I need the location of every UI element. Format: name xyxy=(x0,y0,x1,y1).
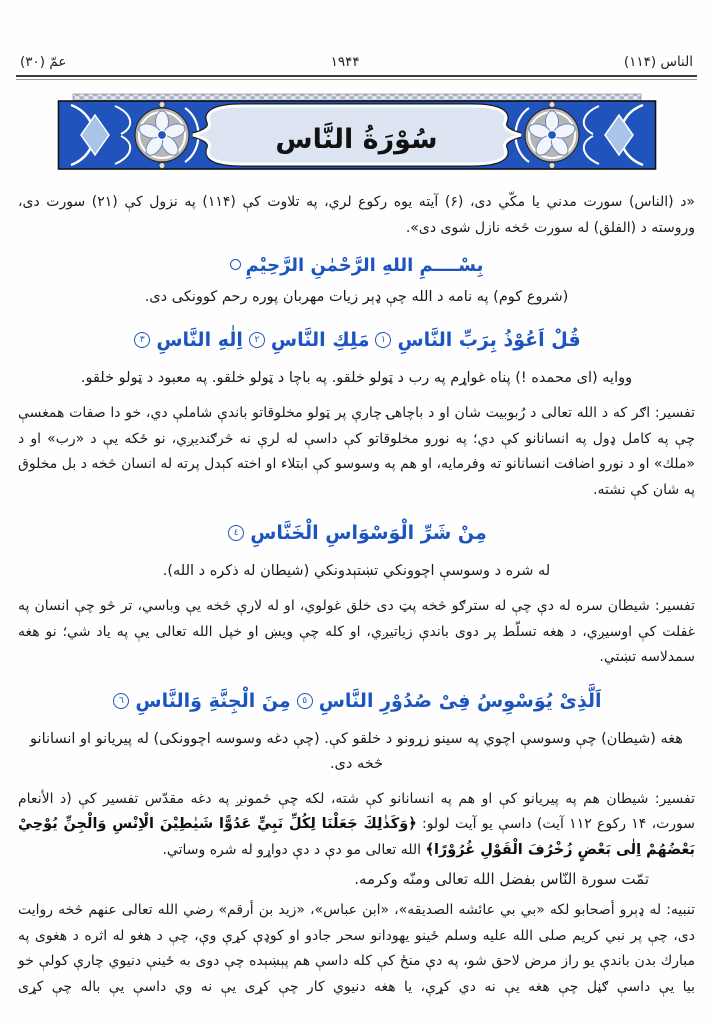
surah-completion-note: تمّت سورة النّاس بفضل الله تعالى ومنّه وكرمه. xyxy=(354,870,649,888)
ayah-text: اِلٰهِ النَّاسِ xyxy=(156,329,243,351)
tafsir-paragraph-2: تفسير: شيطان سره له دې چې له سترګو څخه پټ دى خلق غولوي، او له لارې څخه يې وباسي، تر څو چې انسان په غفلت كې اوسيږي، د هغه تسلّط پر دوى باندې زياتيږي، او كله چې ويښ او خپل الله تعالى يې په ياد شي؛ نو هغه سمدلاسه تښتي. xyxy=(18,598,695,665)
tafsir-paragraph-1: تفسير: اګر كه د الله تعالى د رُبوبيت شان او د باچاهۍ چارې پر ټولو مخلوقاتو باندې شاملې دي، خو دا صفات همغسې چې په كامل ډول په انسانانو كې دي؛ په نورو مخلوقاتو كې داسې له لرې نه څرګنديږي، نو ځكه يې د «رب» او د «ملك» او د نورو اضافت انسانانو ته وفرمايه، او هم په وسوسو كې ابتلاء او اخته كېدل پرته له انسان څخه د بل مخلوق په شان كې نشته. xyxy=(18,405,695,498)
ayah-text: قُلْ اَعُوْذُ بِرَبِّ النَّاسِ xyxy=(397,329,581,351)
ayah-number-marker: ٢ xyxy=(249,332,265,348)
surah-intro-note: «د (الناس) سورت مدني يا مكّي دى، (۶) آيته يوه ركوع لري، په تلاوت كې (۱۱۴) په نزول كې (۲۱) سورت دى، وروسته د (الفلق) له سورت څخه نازل شوى دى». xyxy=(18,194,695,236)
verse-2-translation: له شره د وسوسې اچوونكي تښتېدونكي (شيطان له ذكره د الله). xyxy=(162,563,551,579)
ayah-end-circle-icon xyxy=(230,259,241,270)
verse-1-translation: ووايه (اى محمده !) پناه غواړم په رب د ټولو خلقو. په باچا د ټولو خلقو. په معبود د ټولو خلقو. xyxy=(80,370,633,386)
ayah-number-marker: ٤ xyxy=(228,525,244,541)
bismillah-line xyxy=(16,255,697,276)
verse-line-1 xyxy=(16,323,697,357)
bismillah-translation: (شروع كوم) په نامه د الله چې ډېر زيات مهربان پوره رحم كوونكى دى. xyxy=(144,289,569,305)
ayah-text: مِنْ شَرِّ الْوَسْوَاسِ الْخَنَّاسِ xyxy=(250,522,487,544)
bismillah-text: بِسْــــمِ اللهِ الرَّحْمٰنِ الرَّحِيْمِ xyxy=(245,255,484,276)
tanbih-paragraph: تنبيه: له ډېرو أصحابو لكه «بي بي عائشه الصديقه»، «ابن عباس»، «زيد بن أرقم» رضي الله تعالى عنهم څخه روايت دى، چې پر نبي كريم صلى الله عليه وسلم ځينو يهودانو سحر جادو او كوډې كړې وې، چې د هغو له اثره د هغوى په مبارك بدن باندې يو راز مرض لاحق شو، په دې منځ كې كله داسې هم پېښېده چې دوى به ځينې دنيوي چارې كولې خو بيا يې داسې ګڼل چې هغه يې نه دي كړې، يا هغه دنيوي كار چې كړى يې نه وي داسې يې باله چې كړى xyxy=(18,902,695,995)
quran-quote: ﴿وَكَذٰلِكَ جَعَلْنَا لِكُلِّ نَبِيٍّ عَدُوًّا شَيٰطِيْنَ الْاِنْسِ وَالْجِنِّ يُوْحِيْ بَعْضُهُمْ اِلٰى بَعْضٍ زُخْرُفَ الْقَوْلِ غُرُوْرًا﴾ xyxy=(18,816,695,858)
surah-title: سُوْرَةُ النَّاس xyxy=(275,123,438,155)
page-header xyxy=(16,0,697,70)
ayah-text: مِنَ الْجِنَّةِ وَالنَّاسِ xyxy=(135,689,291,712)
verse-line-3 xyxy=(16,684,697,718)
ayah-text: مَلِكِ النَّاسِ xyxy=(270,329,370,351)
ayah-number-marker: ٦ xyxy=(113,693,129,709)
ayah-text: اَلَّذِىْ يُوَسْوِسُ فِىْ صُدُوْرِ النَّاسِ xyxy=(318,689,602,712)
tafsir-3-intro: تفسير: شيطان هم په پيريانو كې او هم په انسانانو كې شته، لكه چې څمونږ په دغه مقدّس تفسير كې (د الأنعام سورت، ۱۴ ركوع ۱۱۲ آيت) داسې يو آيت لولو: xyxy=(18,790,695,832)
ayah-number-marker: ١ xyxy=(375,332,391,348)
surah-title-banner xyxy=(57,93,657,177)
tafsir-paragraph-3 xyxy=(18,787,695,864)
verse-line-2 xyxy=(16,516,697,550)
verse-3-translation: هغه (شيطان) چې وسوسې اچوي په سينو زړونو د خلقو كې. (چې دغه وسوسه اچوونكى) له پيريانو او انسانانو څخه دى. xyxy=(30,730,683,772)
ayah-number-marker: ٥ xyxy=(297,693,313,709)
header-page-number: ۱۹۴۴ xyxy=(330,54,360,70)
header-surah-ref: الناس (۱۱۴) xyxy=(623,54,693,70)
ayah-number-marker: ٣ xyxy=(134,332,150,348)
header-juz-ref: عمّ (۳۰) xyxy=(20,54,67,70)
header-divider-rule xyxy=(16,75,697,80)
tafsir-3-ending: الله تعالى مو دې د دې دواړو له شره وساتي. xyxy=(162,841,421,858)
